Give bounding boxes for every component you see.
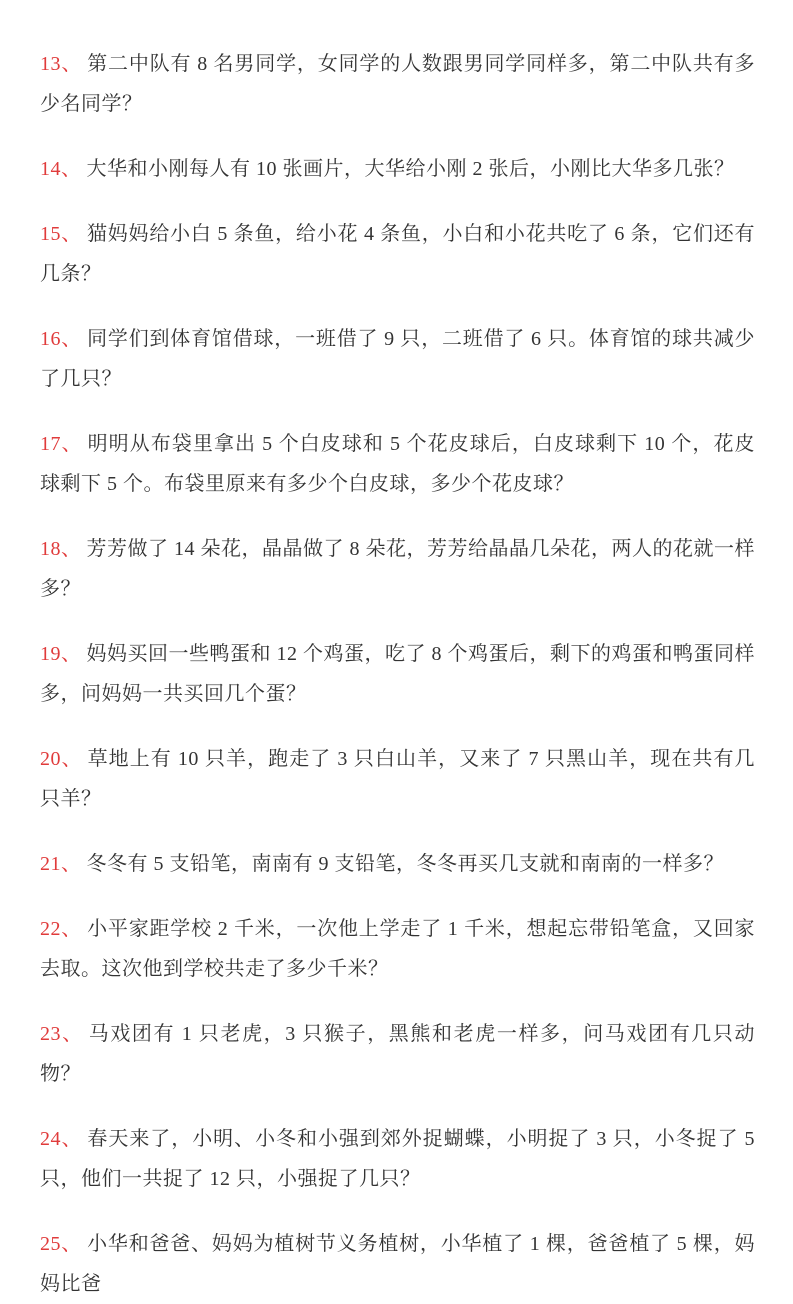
problem-number: 20、 xyxy=(40,748,83,770)
problem-text: 第二中队有 8 名男同学，女同学的人数跟男同学同样多，第二中队共有多少名同学？ xyxy=(40,53,756,115)
problem-item-18 xyxy=(40,529,755,609)
problem-item-14 xyxy=(40,149,755,189)
problem-number: 21、 xyxy=(40,853,82,875)
problem-text: 马戏团有 1 只老虎，3 只猴子，黑熊和老虎一样多，问马戏团有几只动物？ xyxy=(40,1023,756,1085)
problem-text: 同学们到体育馆借球，一班借了 9 只，二班借了 6 只。体育馆的球共减少了几只？ xyxy=(40,328,756,390)
problem-item-22 xyxy=(40,909,755,989)
problem-number: 14、 xyxy=(40,158,82,180)
problem-number: 24、 xyxy=(40,1128,83,1150)
problem-text: 春天来了，小明、小冬和小强到郊外捉蝴蝶，小明捉了 3 只，小冬捉了 5 只，他们一共捉了 12 只，小强捉了几只？ xyxy=(40,1128,756,1190)
problem-text: 草地上有 10 只羊，跑走了 3 只白山羊，又来了 7 只黑山羊，现在共有几只羊？ xyxy=(40,748,756,810)
problem-text: 小平家距学校 2 千米，一次他上学走了 1 千米，想起忘带铅笔盒，又回家去取。这次他到学校共走了多少千米？ xyxy=(40,918,756,980)
problem-item-25 xyxy=(40,1224,755,1304)
problem-text: 芳芳做了 14 朵花，晶晶做了 8 朵花，芳芳给晶晶几朵花，两人的花就一样多？ xyxy=(40,538,755,600)
problem-item-21 xyxy=(40,844,755,884)
problem-text: 猫妈妈给小白 5 条鱼，给小花 4 条鱼，小白和小花共吃了 6 条，它们还有几条？ xyxy=(40,223,756,285)
problem-item-20 xyxy=(40,739,755,819)
problem-text: 明明从布袋里拿出 5 个白皮球和 5 个花皮球后，白皮球剩下 10 个，花皮球剩下 5 个。布袋里原来有多少个白皮球，多少个花皮球？ xyxy=(40,433,756,495)
problem-item-16 xyxy=(40,319,755,399)
problem-item-13 xyxy=(40,44,755,124)
problem-number: 19、 xyxy=(40,643,82,665)
problem-number: 13、 xyxy=(40,53,83,75)
problem-item-19 xyxy=(40,634,755,714)
problem-text: 妈妈买回一些鸭蛋和 12 个鸡蛋，吃了 8 个鸡蛋后，剩下的鸡蛋和鸭蛋同样多，问妈妈一共买回几个蛋？ xyxy=(40,643,755,705)
problem-item-15 xyxy=(40,214,755,294)
problem-number: 22、 xyxy=(40,918,83,940)
problem-number: 16、 xyxy=(40,328,83,350)
problem-item-24 xyxy=(40,1119,755,1199)
problem-text: 冬冬有 5 支铅笔，南南有 9 支铅笔，冬冬再买几支就和南南的一样多？ xyxy=(86,853,724,875)
problem-number: 17、 xyxy=(40,433,83,455)
problem-number: 15、 xyxy=(40,223,83,245)
problem-number: 18、 xyxy=(40,538,82,560)
problem-number: 23、 xyxy=(40,1023,84,1045)
problem-number: 25、 xyxy=(40,1233,83,1255)
problem-text: 小华和爸爸、妈妈为植树节义务植树，小华植了 1 棵，爸爸植了 5 棵，妈妈比爸 xyxy=(40,1233,756,1295)
problem-item-17 xyxy=(40,424,755,504)
problem-item-23 xyxy=(40,1014,755,1094)
problem-text: 大华和小刚每人有 10 张画片，大华给小刚 2 张后，小刚比大华多几张？ xyxy=(86,158,735,180)
